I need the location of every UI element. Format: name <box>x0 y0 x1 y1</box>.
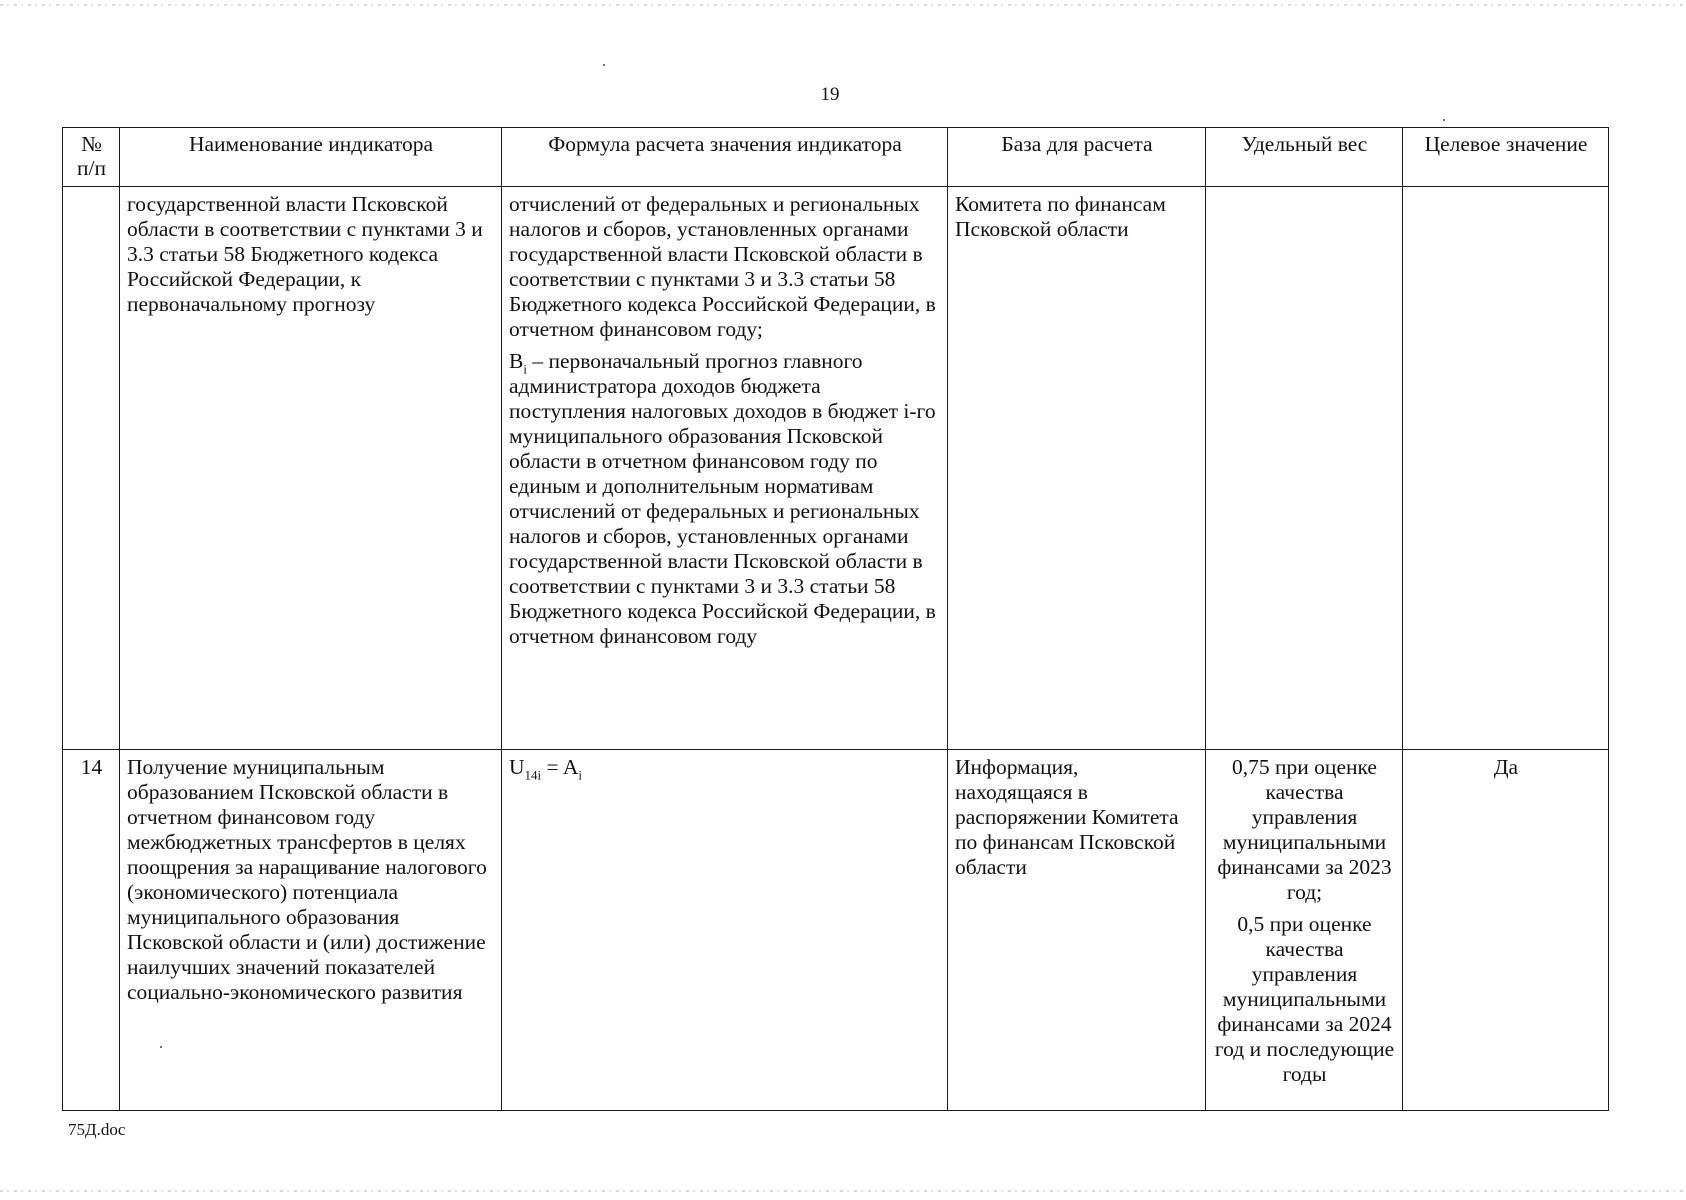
formula-variable: B <box>509 349 524 373</box>
header-formula: Формула расчета значения индикатора <box>502 128 948 187</box>
cell-target-value <box>1403 187 1609 750</box>
formula-equals: = A <box>541 755 579 779</box>
header-target-value: Целевое значение <box>1403 128 1609 187</box>
table-row <box>63 187 1609 750</box>
indicator-table <box>62 127 1609 1111</box>
cell-calc-base: Комитета по финансам Псковской области <box>948 187 1206 750</box>
cell-formula <box>502 750 948 1111</box>
cell-indicator-name: государственной власти Псковской области в соответствии с пунктами 3 и 3.3 статьи 58 Бюджетного кодекса Российской Федерации, к первоначальному прогнозу <box>120 187 502 750</box>
cell-number: 14 <box>63 750 120 1111</box>
scan-speck <box>603 64 605 66</box>
footer-filename: 75Д.doc <box>68 1120 126 1139</box>
cell-weight <box>1206 187 1403 750</box>
scan-edge-top <box>0 4 1686 6</box>
scan-speck <box>1443 119 1445 121</box>
cell-number <box>63 187 120 750</box>
header-indicator-name: Наименование индикатора <box>120 128 502 187</box>
formula-variable: U <box>509 755 525 779</box>
table-header-row <box>63 128 1609 187</box>
page-number: 19 <box>820 84 840 105</box>
weight-paragraph: 0,75 при оценке качества управления муниципальными финансами за 2023 год; <box>1217 755 1392 904</box>
header-weight: Удельный вес <box>1206 128 1403 187</box>
cell-calc-base: Информация, находящаяся в распоряжении Комитета по финансам Псковской области <box>948 750 1206 1111</box>
header-number <box>63 128 120 187</box>
formula-subscript: i <box>578 767 582 783</box>
header-number-abbr: п/п <box>77 156 106 180</box>
header-number-sign: № <box>81 132 102 156</box>
formula-subscript: i <box>523 361 527 377</box>
weight-paragraph: 0,5 при оценке качества управления муниципальными финансами за 2024 год и последующие годы <box>1214 912 1395 1086</box>
scan-speck <box>160 1046 162 1048</box>
cell-weight <box>1206 750 1403 1111</box>
formula-paragraph <box>509 349 941 649</box>
table-row <box>63 750 1609 1111</box>
formula-definition: – первоначальный прогноз главного администратора доходов бюджета поступления налоговых доходов в бюджет i-го муниципального образования Псковской области в отчетном финансовом году по единым и дополнительным нормативам отчислений от федеральных и региональных налогов и сборов, установленных органами государственной власти Псковской области в соответствии с пунктами 3 и 3.3 статьи 58 Бюджетного кодекса Российской Федерации, в отчетном финансовом году <box>509 349 936 648</box>
scan-edge-bottom <box>0 1190 1686 1192</box>
cell-target-value: Да <box>1403 750 1609 1111</box>
formula-subscript: 14i <box>524 767 542 783</box>
cell-formula <box>502 187 948 750</box>
formula-paragraph: отчислений от федеральных и региональных налогов и сборов, установленных органами государственной власти Псковской области в соответствии с пунктами 3 и 3.3 статьи 58 Бюджетного кодекса Российской Федерации, в отчетном финансовом году; <box>509 192 936 341</box>
cell-indicator-name: Получение муниципальным образованием Псковской области в отчетном финансовом году межбюджетных трансфертов в целях поощрения за наращивание налогового (экономического) потенциала муниципального образования Псковской области и (или) достижение наилучших значений показателей социально-экономического развития <box>120 750 502 1111</box>
header-calc-base: База для расчета <box>948 128 1206 187</box>
